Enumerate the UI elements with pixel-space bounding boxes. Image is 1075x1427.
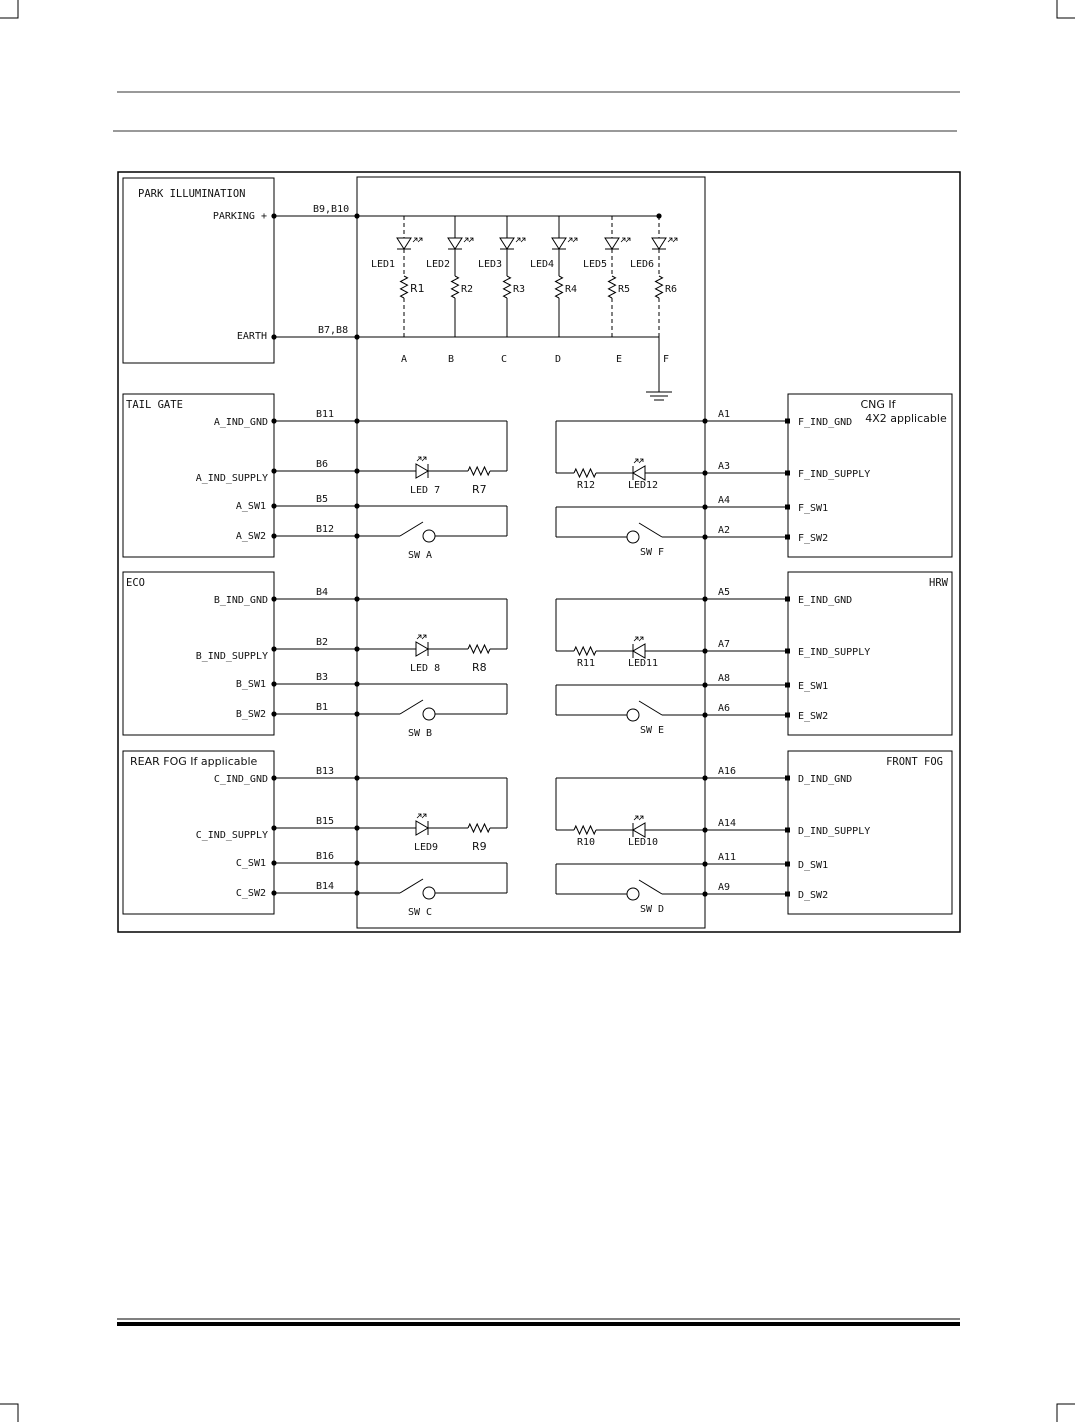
channel-label-F: F bbox=[662, 354, 670, 365]
switch-blade bbox=[400, 522, 423, 536]
indicator-led-label: LED12 bbox=[627, 480, 659, 491]
module-terminal bbox=[271, 468, 276, 473]
emission-arrow bbox=[634, 816, 638, 820]
emission-arrow bbox=[422, 635, 426, 639]
module-terminal bbox=[271, 711, 276, 716]
indicator-resistor bbox=[468, 824, 490, 832]
pin-earth: B7,B8 bbox=[318, 325, 349, 336]
indicator-resistor-label: R7 bbox=[472, 483, 487, 496]
resistor-r4 bbox=[556, 276, 563, 298]
pin-label: A9 bbox=[718, 882, 731, 893]
led-symbol-3 bbox=[500, 238, 514, 249]
pin-label: B15 bbox=[316, 816, 335, 827]
channel-label-B: B bbox=[447, 354, 455, 365]
pin-label: A7 bbox=[718, 639, 731, 650]
pin-label: B1 bbox=[316, 702, 329, 713]
pin-label: B4 bbox=[316, 587, 329, 598]
pin-parking: B9,B10 bbox=[313, 204, 350, 215]
ind-gnd-label: F_IND_GND bbox=[798, 417, 853, 428]
emission-arrow bbox=[639, 816, 643, 820]
pin-label: B3 bbox=[316, 672, 329, 683]
switch-contact bbox=[423, 887, 435, 899]
indicator-resistor-label: R9 bbox=[472, 840, 487, 853]
resistor-r1 bbox=[401, 276, 408, 298]
ind-supply-label: A_IND_SUPPLY bbox=[195, 473, 268, 484]
module-terminal bbox=[785, 862, 790, 867]
sw1-label: D_SW1 bbox=[798, 860, 829, 871]
ind-gnd-label: A_IND_GND bbox=[213, 417, 268, 428]
right-module-title: HRW bbox=[929, 577, 948, 589]
indicator-led bbox=[633, 823, 645, 837]
module-terminal bbox=[271, 890, 276, 895]
indicator-led-label: LED9 bbox=[414, 842, 439, 853]
sw1-label: B_SW1 bbox=[235, 679, 266, 690]
pin-label: B5 bbox=[316, 494, 329, 505]
ind-gnd-label: D_IND_GND bbox=[798, 774, 853, 785]
indicator-led bbox=[416, 642, 428, 656]
park-earth-label: EARTH bbox=[236, 331, 267, 342]
resistor-label-4: R4 bbox=[565, 284, 578, 295]
switch-label: SW C bbox=[408, 907, 433, 918]
indicator-led-label: LED10 bbox=[627, 837, 659, 848]
indicator-resistor bbox=[574, 469, 596, 477]
indicator-resistor bbox=[468, 467, 490, 475]
module-terminal bbox=[785, 471, 790, 476]
switch-label: SW E bbox=[639, 725, 665, 736]
module-terminal bbox=[785, 776, 790, 781]
emission-arrow bbox=[521, 238, 525, 242]
module-terminal bbox=[271, 860, 276, 865]
pin-label: B11 bbox=[316, 409, 335, 420]
sw2-label: C_SW2 bbox=[235, 888, 266, 899]
indicator-resistor-label: R11 bbox=[576, 658, 596, 669]
indicator-led bbox=[633, 466, 645, 480]
indicator-led-label: LED 7 bbox=[410, 485, 441, 496]
module-terminal bbox=[785, 597, 790, 602]
resistor-r5 bbox=[609, 276, 616, 298]
module-terminal bbox=[271, 418, 276, 423]
park-parking-label: PARKING + bbox=[212, 211, 267, 222]
emission-arrow bbox=[417, 814, 421, 818]
pin-label: B2 bbox=[316, 637, 329, 648]
emission-arrow bbox=[516, 238, 520, 242]
earth-terminal bbox=[271, 334, 276, 339]
switch-contact bbox=[423, 530, 435, 542]
resistor-r6 bbox=[656, 276, 663, 298]
right-module-title: CNG If bbox=[860, 398, 896, 411]
led-symbol-1 bbox=[397, 238, 411, 249]
pin-label: A5 bbox=[718, 587, 731, 598]
emission-arrow bbox=[573, 238, 577, 242]
led-label-5: LED5 bbox=[583, 259, 608, 270]
sw2-label: D_SW2 bbox=[798, 890, 829, 901]
sw1-label: F_SW1 bbox=[798, 503, 829, 514]
pin-label: B14 bbox=[316, 881, 335, 892]
park-illumination-circuit bbox=[138, 188, 677, 400]
sw1-label: C_SW1 bbox=[235, 858, 266, 869]
switch-blade bbox=[400, 700, 423, 714]
led-symbol-4 bbox=[552, 238, 566, 249]
emission-arrow bbox=[621, 238, 625, 242]
emission-arrow bbox=[469, 238, 473, 242]
resistor-r3 bbox=[504, 276, 511, 298]
sw2-label: F_SW2 bbox=[798, 533, 829, 544]
emission-arrow bbox=[417, 635, 421, 639]
indicator-resistor-label: R10 bbox=[576, 837, 596, 848]
pin-label: B6 bbox=[316, 459, 329, 470]
switch-blade bbox=[639, 880, 662, 894]
led-label-3: LED3 bbox=[478, 259, 503, 270]
emission-arrow bbox=[417, 457, 421, 461]
diagram-frame bbox=[118, 172, 960, 932]
led-symbol-6 bbox=[652, 238, 666, 249]
pin-label: A11 bbox=[718, 852, 737, 863]
module-terminal bbox=[785, 892, 790, 897]
switch-contact bbox=[627, 888, 639, 900]
left-module-title: TAIL GATE bbox=[126, 399, 183, 411]
module-terminal bbox=[271, 503, 276, 508]
switch-contact bbox=[627, 709, 639, 721]
sw2-label: B_SW2 bbox=[235, 709, 266, 720]
indicator-resistor-label: R12 bbox=[576, 480, 596, 491]
pin-label: A6 bbox=[718, 703, 731, 714]
indicator-led bbox=[633, 644, 645, 658]
led-symbol-5 bbox=[605, 238, 619, 249]
switch-label: SW A bbox=[408, 550, 433, 561]
indicator-resistor-label: R8 bbox=[472, 661, 487, 674]
indicator-led bbox=[416, 464, 428, 478]
module-terminal bbox=[785, 419, 790, 424]
indicator-resistor bbox=[574, 826, 596, 834]
ind-supply-label: B_IND_SUPPLY bbox=[195, 651, 268, 662]
led-label-6: LED6 bbox=[630, 259, 655, 270]
channel-label-A: A bbox=[400, 354, 408, 365]
pin-label: A16 bbox=[718, 766, 737, 777]
module-terminal bbox=[271, 533, 276, 538]
emission-arrow bbox=[413, 238, 417, 242]
left-module-title: REAR FOG If applicable bbox=[130, 755, 258, 768]
left-module-title: ECO bbox=[126, 577, 145, 589]
led-label-4: LED4 bbox=[530, 259, 555, 270]
channel-label-D: D bbox=[554, 354, 562, 365]
module-terminal bbox=[271, 681, 276, 686]
module-terminal bbox=[271, 596, 276, 601]
switch-label: SW F bbox=[639, 547, 665, 558]
module-terminal bbox=[785, 535, 790, 540]
led-label-1: LED1 bbox=[371, 259, 396, 270]
emission-arrow bbox=[634, 637, 638, 641]
emission-arrow bbox=[639, 459, 643, 463]
ind-gnd-label: C_IND_GND bbox=[213, 774, 268, 785]
emission-arrow bbox=[634, 459, 638, 463]
sw1-label: A_SW1 bbox=[235, 501, 266, 512]
switch-blade bbox=[639, 523, 662, 537]
resistor-label-3: R3 bbox=[513, 284, 526, 295]
emission-arrow bbox=[673, 238, 677, 242]
resistor-label-1: R1 bbox=[410, 282, 425, 295]
switch-blade bbox=[400, 879, 423, 893]
module-terminal bbox=[785, 683, 790, 688]
switch-contact bbox=[423, 708, 435, 720]
indicator-led bbox=[416, 821, 428, 835]
pin-label: A4 bbox=[718, 495, 731, 506]
switch-label: SW D bbox=[639, 904, 665, 915]
parking-terminal bbox=[271, 213, 276, 218]
pin-label: B16 bbox=[316, 851, 335, 862]
ind-supply-label: D_IND_SUPPLY bbox=[798, 826, 871, 837]
emission-arrow bbox=[464, 238, 468, 242]
led-label-2: LED2 bbox=[426, 259, 451, 270]
emission-arrow bbox=[668, 238, 672, 242]
rail-end bbox=[656, 213, 661, 218]
switch-contact bbox=[627, 531, 639, 543]
indicator-resistor bbox=[468, 645, 490, 653]
indicator-led-label: LED11 bbox=[627, 658, 659, 669]
emission-arrow bbox=[639, 637, 643, 641]
resistor-label-5: R5 bbox=[618, 284, 631, 295]
ind-gnd-label: E_IND_GND bbox=[798, 595, 853, 606]
pin-label: B13 bbox=[316, 766, 335, 777]
pin-label: B12 bbox=[316, 524, 335, 535]
channel-label-C: C bbox=[500, 354, 508, 365]
sw2-label: A_SW2 bbox=[235, 531, 266, 542]
module-terminal bbox=[271, 775, 276, 780]
module-terminal bbox=[785, 505, 790, 510]
resistor-label-6: R6 bbox=[665, 284, 678, 295]
sw1-label: E_SW1 bbox=[798, 681, 829, 692]
module-terminal bbox=[785, 828, 790, 833]
led-symbol-2 bbox=[448, 238, 462, 249]
resistor-label-2: R2 bbox=[461, 284, 474, 295]
switch-blade bbox=[639, 701, 662, 715]
module-terminal bbox=[785, 649, 790, 654]
sw2-label: E_SW2 bbox=[798, 711, 829, 722]
park-title: PARK ILLUMINATION bbox=[138, 188, 246, 200]
ind-gnd-label: B_IND_GND bbox=[213, 595, 268, 606]
indicator-led-label: LED 8 bbox=[410, 663, 441, 674]
right-module-title: FRONT FOG bbox=[886, 756, 943, 768]
right-module-title-2: 4X2 applicable bbox=[865, 412, 947, 425]
ind-supply-label: C_IND_SUPPLY bbox=[195, 830, 268, 841]
emission-arrow bbox=[418, 238, 422, 242]
emission-arrow bbox=[422, 457, 426, 461]
emission-arrow bbox=[626, 238, 630, 242]
module-terminal bbox=[271, 646, 276, 651]
indicator-resistor bbox=[574, 647, 596, 655]
ind-supply-label: F_IND_SUPPLY bbox=[798, 469, 871, 480]
resistor-r2 bbox=[452, 276, 459, 298]
channel-label-E: E bbox=[615, 354, 623, 365]
emission-arrow bbox=[422, 814, 426, 818]
emission-arrow bbox=[568, 238, 572, 242]
right-modules bbox=[556, 394, 952, 915]
left-modules bbox=[123, 394, 507, 918]
pin-label: A8 bbox=[718, 673, 731, 684]
pin-label: A14 bbox=[718, 818, 737, 829]
module-terminal bbox=[271, 825, 276, 830]
module-terminal bbox=[785, 713, 790, 718]
switch-label: SW B bbox=[408, 728, 433, 739]
pin-label: A2 bbox=[718, 525, 731, 536]
pin-label: A3 bbox=[718, 461, 731, 472]
ind-supply-label: E_IND_SUPPLY bbox=[798, 647, 871, 658]
pin-label: A1 bbox=[718, 409, 731, 420]
